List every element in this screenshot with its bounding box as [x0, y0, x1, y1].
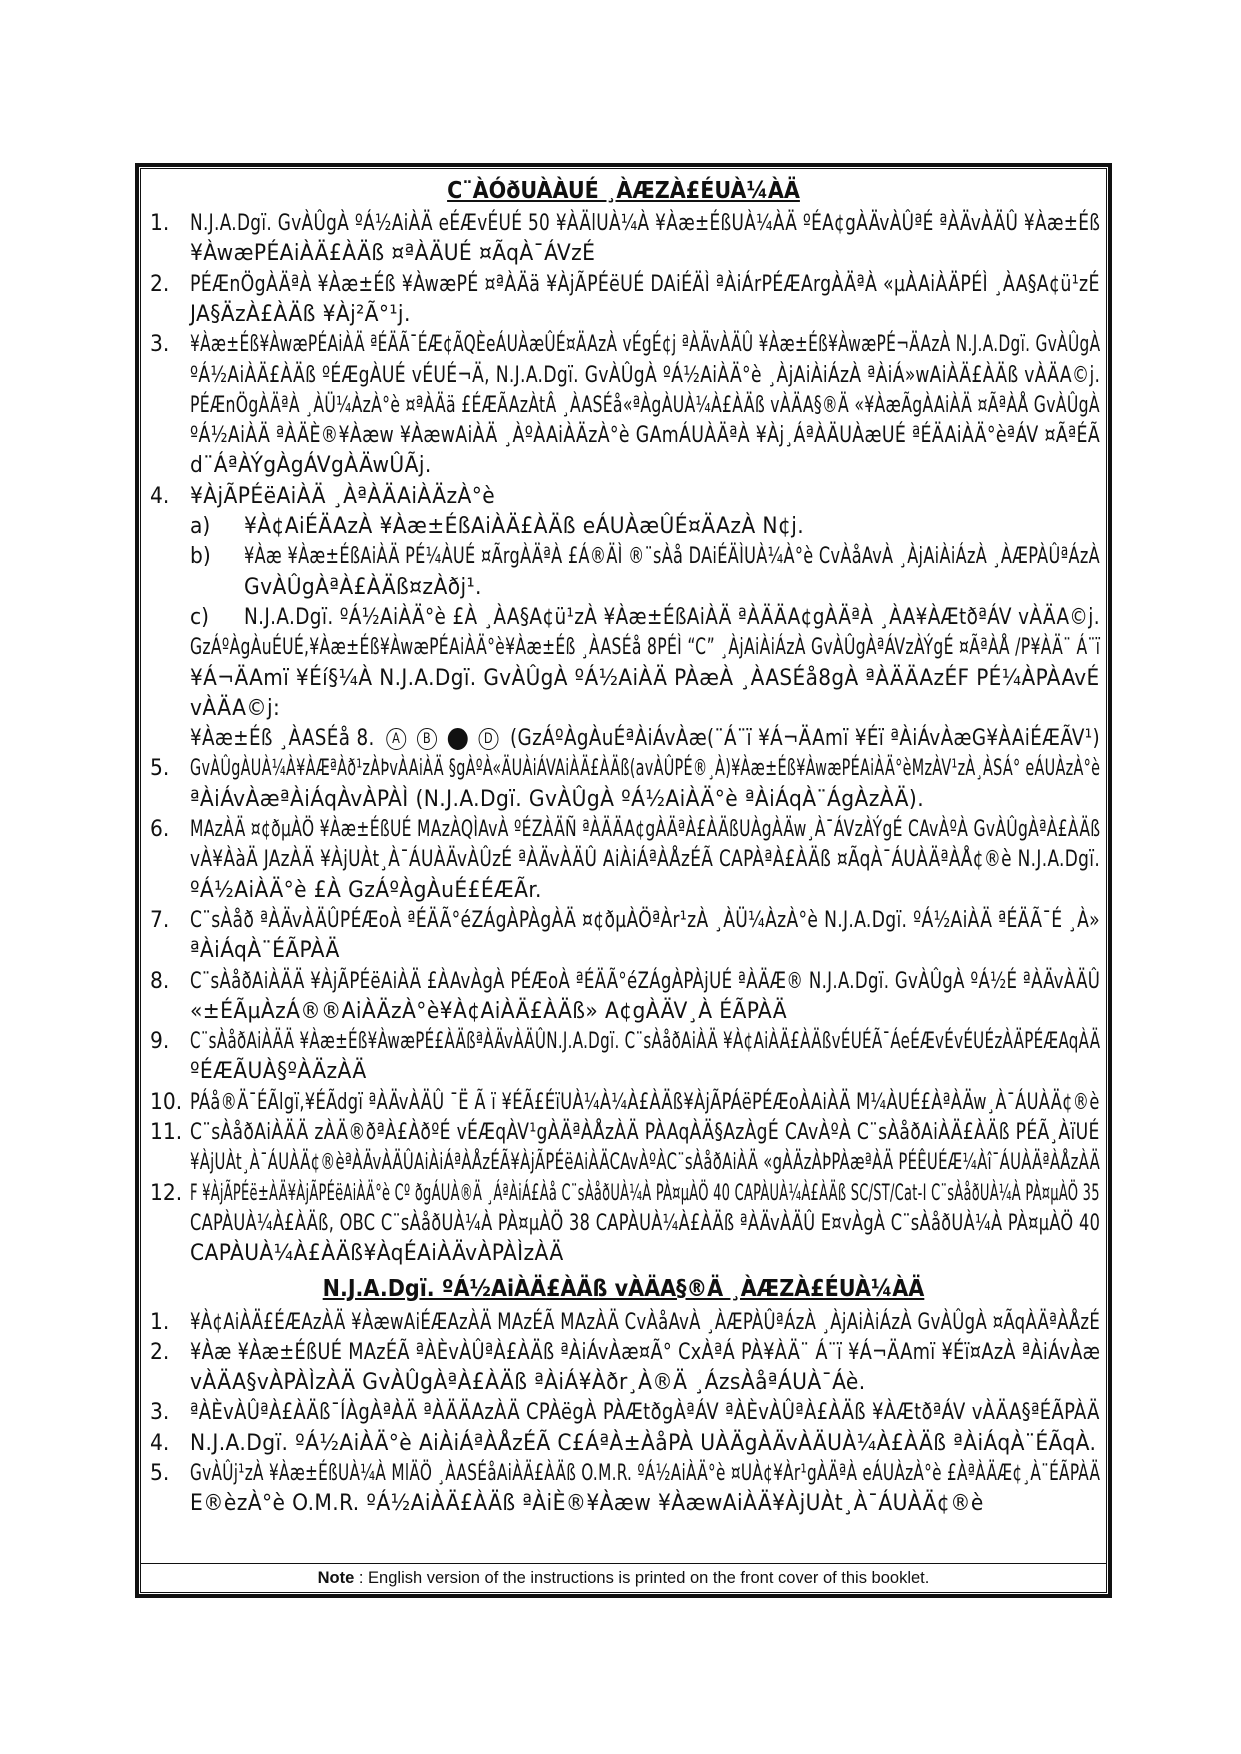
- sub-item-letter: b): [190, 543, 211, 570]
- item-line: vÀÄA§vÀPÀÌzÀÄ GvÀÛgÀªÀ£ÀÄß ªÀiÁ¥Àðr¸À®Ä ¸ÁzsÀåªÁUÀ¯Áè.: [190, 1369, 866, 1396]
- item-number: 6.: [150, 816, 170, 842]
- example-answer-line: [190, 724, 1100, 752]
- item-line: GzÁºÀgÀuÉUÉ,¥Àæ±Éß¥ÀwæPÉAiÀÄ°è¥Àæ±Éß ¸ÀASÉå 8PÉÌ “C” ¸ÀjAiÀiÁzÀ GvÀÛgÀªÁVzÀÝgÉ ¤ÃªÀÅ /P¥ÀÄ¨ Á¨ï: [190, 634, 1101, 661]
- item-line: PÉÆnÖgÀÄªÀ ¥Àæ±Éß ¥ÀwæPÉ ¤ªÀÄä ¥ÀjÃPÉëUÉ DAiÉÄÌ ªÀiÁrPÉÆArgÀÄªÀ «µÀAiÀÄPÉÌ ¸ÀA§A¢ü¹zÉ: [190, 270, 1100, 297]
- note-text: : English version of the instructions is printed on the front cover of this booklet.: [354, 1569, 930, 1587]
- item-line: d¨ÁªÀÝgÀgÁVgÀÄwÛÃj.: [190, 452, 432, 479]
- item-line: MAzÀÄ ¤¢ðµÀÖ ¥Àæ±ÉßUÉ MAzÀQÌAvÀ ºÉZÀÄÑ ªÀÄÄA¢gÀÄªÀ£ÀÄßUÀgÀÄw¸À¯ÁVzÀÝgÉ CAvÀºÀ GvÀÛgÀªÀ£ÀÄß: [190, 816, 1101, 842]
- note-divider: [140, 1563, 1107, 1564]
- item-line: ¥Àæ±Éß¥ÀwæPÉAiÀÄ ªÉÄÃ¯ÉÆ¢ÃQÈeÁUÀæÛÉ¤ÄAzÀ vÉgÉ¢j ªÀÄvÀÄÛ ¥Àæ±Éß¥ÀwæPÉ¬ÄAzÀ N.J.A.Dgï. GvÀÛgÀ: [190, 331, 1101, 358]
- sub-item-letter: a): [190, 513, 211, 539]
- item-line: C¨sÀåðAiÀÄÄ ¥ÀjÃPÉëAiÀÄ £ÀAvÀgÀ PÉÆoÀ ªÉÄÃ°éZÁgÀPÀjUÉ ªÀÄÆ® N.J.A.Dgï. GvÀÛgÀ ºÁ½É ªÀÄvÀÄÛ: [190, 967, 1101, 994]
- item-line: N.J.A.Dgï. ºÁ½AiÀÄ°è AiÀiÁªÀÅzÉÃ C£ÁªÀ±ÀåPÀ UÀÄgÀÄvÀÄUÀ¼À£ÀÄß ªÀiÁqÀ¨ÉÃqÀ.: [190, 1429, 1097, 1456]
- item-line: ¥Á¬ÄAmï ¥Éí§¼À N.J.A.Dgï. GvÀÛgÀ ºÁ½AiÀÄ PÀæÀ ¸ÀASÉå8gÀ ªÀÄÄAzÉF PÉ¼ÀPÀAvÉ: [190, 664, 1100, 691]
- item-line: ºÁ½AiÀÄ ªÀÄÈ®¥Àæw ¥ÀæwAiÀÄ ¸ÀºÀAiÀÄzÀ°è GAmÁUÀÄªÀ ¥Àj¸ÁªÀÄUÀæUÉ ªÉÄAiÀÄ°èªÁV ¤ÃªÉÃ: [190, 422, 1101, 449]
- item-line: CAPÀUÀ¼À£ÀÄß, OBC C¨sÀåðUÀ¼À PÀ¤µÀÖ 38 CAPÀUÀ¼À£ÀÄß ªÀÄvÀÄÛ E¤vÀgÀ C¨sÀåðUÀ¼À PÀ¤µÀÖ 40: [190, 1209, 1101, 1236]
- sub-item-line: ¥À¢AiÉÄAzÀ ¥Àæ±ÉßAiÀÄ£ÀÄß eÁUÀæÛÉ¤ÄAzÀ N¢j.: [244, 513, 805, 539]
- item-line: PÁå®Ä¯ÉÃlgï,¥ÉÃdgï ªÀÄvÀÄÛ ¯Ë Ã ï ¥ÉÃ£ÉïUÀ¼À¼À£ÀÄß¥ÀjÃPÁëPÉÆoÀAiÀÄ M¼ÀUÉ£ÀªÀÄw¸À¯ÁUÀÄ¢®è: [190, 1088, 1100, 1115]
- item-number: 8.: [150, 967, 170, 994]
- item-line: GvÀÛgÀUÀ¼À¥ÀÆªÀð¹zÀÞvÀAiÀÄ §gÀºÀ«ÄUÀiÁVAiÀÄ£ÀÄß(avÀÛPÉ®¸À)¥Àæ±Éß¥ÀwæPÉAiÀÄ°èMzÀV¹zÀ¸ÀSÁ° eÁUÀzÀ°è: [190, 755, 1101, 782]
- item-line: F ¥ÀjÃPÉë±ÀÄ¥ÀjÃPÉëAiÀÄ°è Cº ðgÁUÀ®Ä ¸ÁªÀiÁ£Àå C¨sÀåðUÀ¼À PÀ¤µÀÖ 40 CAPÀUÀ¼À£ÀÄß SC/ST/Cat-I C¨sÀåðUÀ¼À PÀ¤µÀÖ 35: [190, 1179, 1100, 1206]
- item-line: C¨sÀåðAiÀÄÄ ¥Àæ±Éß¥ÀwæPÉ£ÀÄßªÀÄvÀÄÛN.J.A.Dgï. C¨sÀåðAiÀÄ ¥À¢AiÀÄ£ÀÄßvÉUÉÃ¯ÁeÉÆvÉvÉUÉzÀÄPÉÆAqÀÄ: [190, 1028, 1101, 1055]
- note-label: Note: [317, 1569, 355, 1587]
- item-line: vÀ¥ÀàÄ JAzÀÄ ¥ÀjUÀt¸À¯ÁUÀÄvÀÛzÉ ªÀÄvÀÄÛ AiÀiÁªÀÅzÉÃ CAPÀªÀ£ÀÄß ¤ÃqÀ¯ÁUÀÄªÀÅ¢®è N.J.A.Dgï.: [190, 846, 1101, 873]
- item-number: 4.: [150, 482, 170, 509]
- item-number: 10.: [150, 1088, 183, 1115]
- item-line: ¥À¢AiÀÄ£ÉÆAzÀÄ ¥ÀæwAiÉÆAzÀÄ MAzÉÃ MAzÀÄ CvÀåAvÀ ¸ÀÆPÀÛªÁzÀ ¸ÀjAiÀiÁzÀ GvÀÛgÀ ¤ÃqÀÄªÀÅzÉ: [190, 1308, 1101, 1335]
- item-number: 3.: [150, 1399, 170, 1426]
- item-number: 9.: [150, 1028, 170, 1055]
- english-note: [140, 1566, 1107, 1590]
- item-line: ¥ÀwæPÉAiÀÄ£ÀÄß ¤ªÀÄUÉ ¤ÃqÀ¯ÁVzÉ: [190, 240, 596, 267]
- item-number: 5.: [150, 1460, 170, 1486]
- item-line: ¥ÀjUÀt¸À¯ÁUÀÄ¢®èªÀÄvÀÄÛAiÀiÁªÀÅzÉÃ¥ÀjÃPÉëAiÀÄCAvÀºÀC¨sÀåðAiÀÄ «gÀÄzÀÞPÀæªÀÄ PÉÊUÉÆ¼Àî¯ÁUÀÄªÀÅzÀÄ: [190, 1149, 1101, 1176]
- item-line: ªÀiÁvÀæªÀiÁqÀvÀPÀÌ (N.J.A.Dgï. GvÀÛgÀ ºÁ½AiÀÄ°è ªÀiÁqÀ¨ÁgÀzÀÄ).: [190, 785, 925, 812]
- sub-item-line: ¥Àæ ¥Àæ±ÉßAiÀÄ PÉ¼ÀUÉ ¤ÃrgÀÄªÀ £Á®ÄÌ ®¨sÀå DAiÉÄÌUÀ¼À°è CvÀåAvÀ ¸ÀjAiÀiÁzÀ ¸ÀÆPÀÛªÁzÀ: [244, 543, 1100, 570]
- filled-bubble: [448, 728, 468, 750]
- section-heading: C¨ÀÓðUÀÀUÉ ¸ÀÆZÀ£ÉUÀ¼ÀÄ: [447, 178, 800, 204]
- item-number: 1.: [150, 210, 170, 236]
- item-line: GvÀÛj¹zÀ ¥Àæ±ÉßUÀ¼À MlÄÖ ¸ÀASÉåAiÀÄ£ÀÄß O.M.R. ºÁ½AiÀÄ°è ¤UÀ¢¥Àr¹gÀÄªÀ eÁUÀzÀ°è £ÀªÀÄÆ¢¸À¨ÉÃPÀÄ: [190, 1460, 1101, 1486]
- answer-bubble: D: [479, 728, 499, 750]
- item-line: ¥ÀjÃPÉëAiÀÄ ¸ÀªÀÄAiÀÄzÀ°è: [190, 482, 496, 509]
- item-line: N.J.A.Dgï. GvÀÛgÀ ºÁ½AiÀÄ eÉÆvÉUÉ 50 ¥ÀÄlUÀ¼À ¥Àæ±ÉßUÀ¼ÀÄ ºÉA¢gÀÄvÀÛªÉ ªÀÄvÀÄÛ ¥Àæ±Éß: [190, 210, 1101, 236]
- item-number: 2.: [150, 1338, 170, 1365]
- answer-bubble: A: [386, 728, 406, 750]
- sub-item-letter: c): [190, 603, 210, 630]
- item-number: 11.: [150, 1119, 183, 1145]
- item-line: «±ÉÃµÀzÁ®®AiÀÄzÀ°è¥À¢AiÀÄ£ÀÄß» A¢gÀÄV¸À ÉÃPÀÄ: [190, 997, 787, 1024]
- item-line: ªÀÈvÀÛªÀ£ÀÄß¯ÍÀgÀªÀÄ ªÀÄÄAzÀÄ CPÀëgÀ PÀÆtðgÀªÁV ªÀÈvÀÛªÀ£ÀÄß ¥ÀÆtðªÁV vÀÄA§ªÉÃPÀÄ: [190, 1399, 1100, 1426]
- item-number: 12.: [150, 1179, 183, 1206]
- sub-item-line: GvÀÛgÀªÀ£ÀÄß¤zÀðj¹.: [244, 573, 482, 600]
- answer-bubble: B: [417, 728, 437, 750]
- item-number: 3.: [150, 331, 170, 358]
- section-heading: N.J.A.Dgï. ºÁ½AiÀÄ£ÀÄß vÀÄA§®Ä ¸ÀÆZÀ£ÉUÀ¼ÀÄ: [322, 1275, 925, 1302]
- item-line: ¥Àæ ¥Àæ±ÉßUÉ MAzÉÃ ªÀÈvÀÛªÀ£ÀÄß ªÀiÁvÀæ¤Ã° CxÀªÁ PÀ¥ÀÄ¨ Á¨ï ¥Á¬ÄAmï ¥Éï¤AzÀ ªÀiÁvÀæ: [190, 1338, 1101, 1365]
- item-line: C¨sÀåð ªÀÄvÀÄÛPÉÆoÀ ªÉÄÃ°éZÁgÀPÀgÀÄ ¤¢ðµÀÖªÀr¹zÀ ¸ÀÜ¼ÀzÀ°è N.J.A.Dgï. ºÁ½AiÀÄ ªÉÄÃ¯É ¸À»: [190, 906, 1100, 933]
- item-line: E®èzÀ°è O.M.R. ºÁ½AiÀÄ£ÀÄß ªÀiÈ®¥Àæw ¥ÀæwAiÀÄ¥ÀjUÀt¸À¯ÁUÀÄ¢®è: [190, 1490, 984, 1517]
- item-line: C¨sÀåðAiÀÄÄ zÀÄ®ðªÀ£ÀðºÉ vÉÆqÀV¹gÀÄªÀÅzÀÄ PÀAqÀÄ§AzÀgÉ CAvÀºÀ C¨sÀåðAiÀÄ£ÀÄß PÉÃ¸ÀïUÉ: [190, 1119, 1100, 1145]
- item-number: 1.: [150, 1308, 170, 1335]
- item-number: 5.: [150, 755, 170, 782]
- item-line: ºÉÆÃUÀ§ºÀÄzÀÄ: [190, 1058, 367, 1085]
- item-number: 7.: [150, 906, 170, 933]
- item-line: ºÁ½AiÀÄ°è £À GzÁºÀgÀuÉ£ÉÆÃr.: [190, 876, 542, 903]
- item-line: vÀÄA©j:: [190, 694, 281, 721]
- sub-item-line: N.J.A.Dgï. ºÁ½AiÀÄ°è £À ¸ÀA§A¢ü¹zÀ ¥Àæ±ÉßAiÀÄ ªÀÄÄA¢gÀÄªÀ ¸ÀA¥ÀÆtðªÁV vÀÄA©j.: [244, 603, 1100, 630]
- example-suffix: (GzÁºÀgÀuÉªÀiÁvÀæ(¨Á¨ï ¥Á¬ÄAmï ¥Éï ªÀiÁvÀæG¥ÀAiÉÆÃV¹): [503, 725, 1100, 752]
- item-line: JA§ÄzÀ£ÀÄß ¥Àj²Ã°¹j.: [190, 300, 411, 327]
- item-number: 2.: [150, 270, 170, 297]
- item-number: 4.: [150, 1429, 170, 1456]
- item-line: PÉÆnÖgÀÄªÀ ¸ÀÜ¼ÀzÀ°è ¤ªÀÄä £ÉÆÃAzÀtÂ ¸ÀASÉå«ªÀgÀUÀ¼À£ÀÄß vÀÄA§®Ä «¥ÀæÃgÀAiÀÄ ¤ÃªÀÅ GvÀÛgÀ: [190, 391, 1100, 418]
- example-prefix: ¥Àæ±Éß ¸ÀASÉå 8.: [190, 725, 381, 752]
- item-line: ªÀiÁqÀ¨ÉÃPÀÄ: [190, 937, 340, 964]
- item-line: ºÁ½AiÀÄ£ÀÄß ºÉÆgÀUÉ vÉUÉ¬Ä, N.J.A.Dgï. GvÀÛgÀ ºÁ½AiÀÄ°è ¸ÀjAiÀiÁzÀ ªÀiÁ»wAiÀÄ£ÀÄß vÀÄA©j.: [190, 361, 1101, 388]
- item-line: CAPÀUÀ¼À£ÀÄß¥ÀqÉAiÀÄvÀPÀÌzÀÄ: [190, 1240, 564, 1267]
